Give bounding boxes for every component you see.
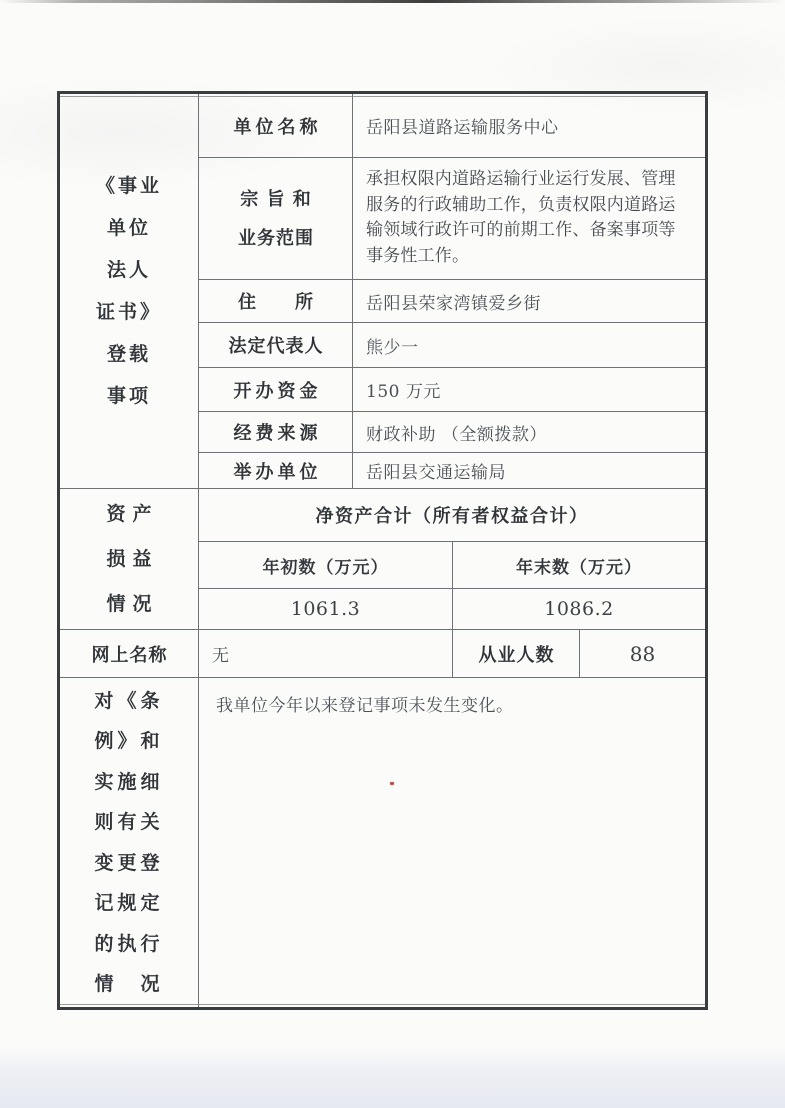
staff-count-value-cell <box>580 630 705 678</box>
year-start-label: 年初数（万元） <box>262 557 389 578</box>
year-start-value-cell <box>199 589 453 630</box>
online-name-label-cell <box>60 630 199 678</box>
unit-name-label-cell <box>199 94 353 158</box>
year-start-label-cell <box>199 542 453 589</box>
certificate-title-line: 证书》 <box>95 301 162 323</box>
scan-speck <box>390 782 394 785</box>
certificate-title-cell <box>60 94 199 489</box>
mission-label-line2: 业务范围 <box>238 227 314 249</box>
staff-count-label: 从业人数 <box>478 644 555 666</box>
organizer-value-cell <box>353 453 705 489</box>
legal-rep-value: 熊少一 <box>366 337 419 358</box>
assets-title-lines <box>99 492 158 627</box>
staff-count-value: 88 <box>629 641 656 666</box>
online-name-value-cell <box>199 630 453 678</box>
regulation-statement-cell <box>199 678 705 1007</box>
unit-name-value-cell <box>353 94 705 158</box>
regulation-statement: 我单位今年以来登记事项未发生变化。 <box>216 696 514 716</box>
certificate-title-line: 法人 <box>106 259 151 281</box>
year-end-value-cell <box>453 589 705 630</box>
regulation-title-line: 的执行 <box>94 932 164 955</box>
online-name-value: 无 <box>212 646 230 666</box>
staff-count-label-cell <box>453 630 580 678</box>
annual-report-registration-table <box>57 91 708 1010</box>
net-assets-header-cell <box>199 489 705 542</box>
funding-label-cell <box>199 412 353 453</box>
regulation-title-line: 对《条 <box>94 689 164 712</box>
address-label: 住 所 <box>238 292 314 313</box>
regulation-title-line: 情 况 <box>94 973 164 995</box>
funding-label: 经费来源 <box>233 423 322 444</box>
mission-value-cell <box>353 158 705 280</box>
scan-shadow-band <box>0 1046 785 1108</box>
certificate-title-line: 《事业 <box>95 175 162 197</box>
address-value-cell <box>353 280 705 323</box>
mission-label-cell <box>199 158 353 280</box>
capital-label: 开办资金 <box>233 380 322 402</box>
year-end-value: 1086.2 <box>544 598 614 620</box>
scan-edge-artifact <box>0 0 785 3</box>
assets-title-cell <box>60 489 199 630</box>
regulation-title-line: 变更登 <box>94 851 164 874</box>
mission-label-line1: 宗 旨 和 <box>240 188 312 210</box>
organizer-value: 岳阳县交通运输局 <box>366 463 506 483</box>
legal-rep-label-cell <box>199 323 353 368</box>
regulation-title-line: 记规定 <box>94 892 164 914</box>
regulation-title-line: 例》和 <box>94 730 164 752</box>
funding-value: 财政补助 （全额拨款） <box>366 424 547 445</box>
assets-title-line: 资产 <box>106 502 159 525</box>
certificate-title-line: 事项 <box>106 385 151 407</box>
unit-name-value: 岳阳县道路运输服务中心 <box>366 118 559 138</box>
regulation-title-line: 则有关 <box>94 811 164 833</box>
net-assets-header: 净资产合计（所有者权益合计） <box>315 506 589 527</box>
organizer-label-cell <box>199 453 353 489</box>
address-value: 岳阳县荣家湾镇爱乡街 <box>366 293 541 314</box>
legal-rep-label: 法定代表人 <box>228 336 324 357</box>
year-end-label-cell <box>453 542 705 589</box>
certificate-title-line: 单位 <box>106 217 151 239</box>
address-label-cell <box>199 280 353 323</box>
mission-value: 承担权限内道路运输行业运行发展、管理服务的行政辅助工作，负责权限内道路运输领域行政许可的前期工作、备案事项等事务性工作。 <box>366 169 676 266</box>
organizer-label: 举办单位 <box>233 461 322 483</box>
assets-title-line: 损益 <box>106 547 159 570</box>
year-end-label: 年末数（万元） <box>516 557 642 578</box>
capital-label-cell <box>199 368 353 412</box>
certificate-title-line: 登载 <box>106 343 151 365</box>
year-start-value: 1061.3 <box>290 598 361 620</box>
funding-value-cell <box>353 412 705 453</box>
assets-title-line: 情况 <box>106 592 159 615</box>
regulation-title-line: 实施细 <box>94 770 164 793</box>
regulation-title-cell <box>60 678 199 1007</box>
regulation-title-lines <box>94 681 163 1005</box>
certificate-title-lines <box>96 165 162 417</box>
online-name-label: 网上名称 <box>91 644 168 666</box>
capital-value-cell <box>353 368 705 412</box>
mission-label <box>237 180 314 258</box>
capital-value: 150 万元 <box>366 382 441 402</box>
legal-rep-value-cell <box>353 323 705 368</box>
unit-name-label: 单位名称 <box>233 116 322 138</box>
